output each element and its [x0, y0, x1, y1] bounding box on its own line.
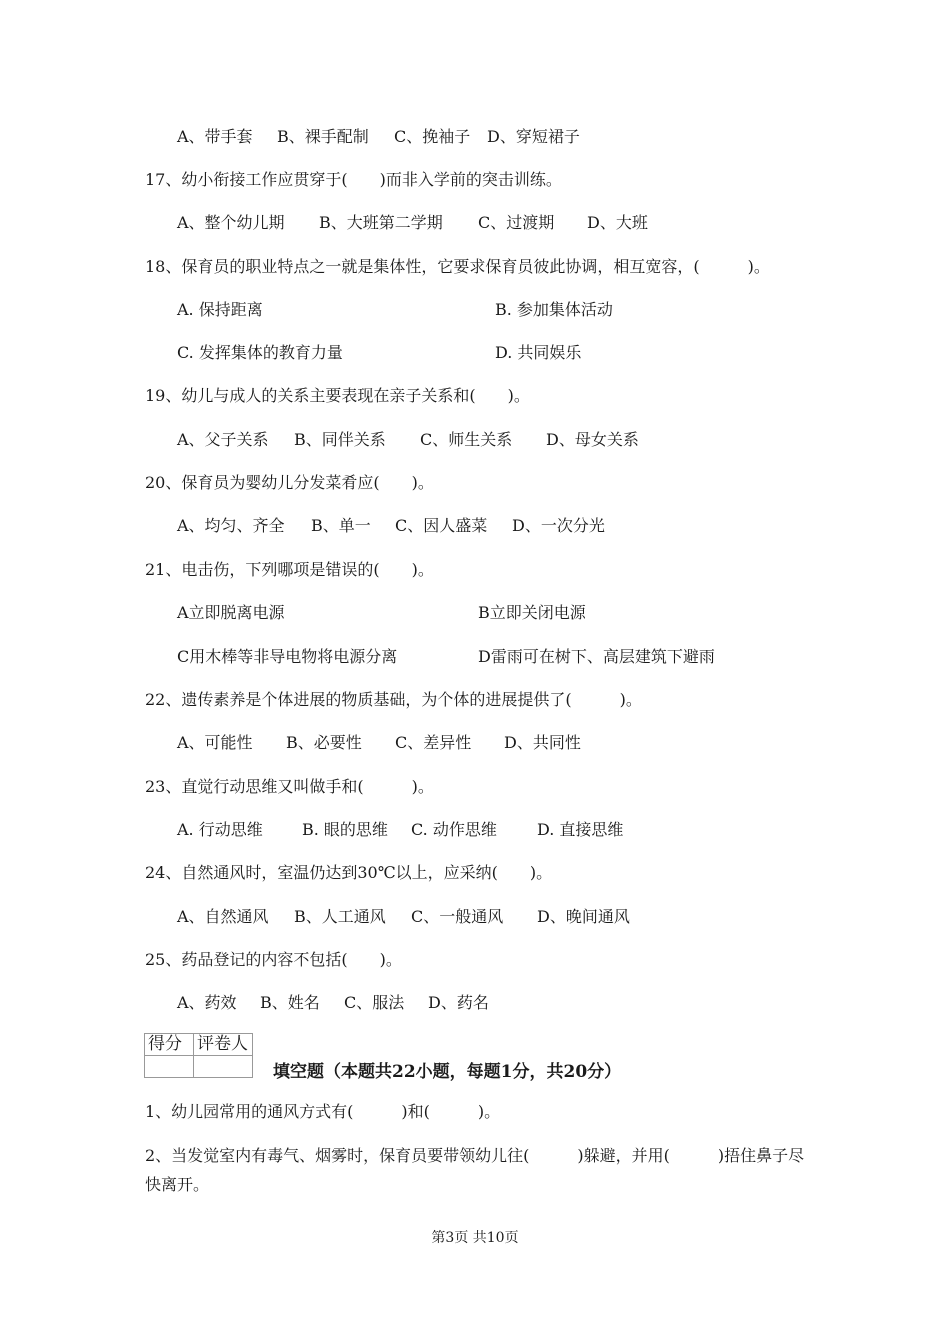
q22-stem: 22、遗传素养是个体进展的物质基础，为个体的进展提供了( )。	[145, 690, 642, 709]
q19-stem: 19、幼儿与成人的关系主要表现在亲子关系和( )。	[145, 386, 530, 405]
q24-stem: 24、自然通风时，室温仍达到30℃以上，应采纳( )。	[145, 863, 553, 882]
q19-option-c: C、师生关系	[420, 430, 513, 449]
q25-options	[0, 993, 950, 1013]
q16-options	[0, 127, 950, 147]
q25-stem: 25、药品登记的内容不包括( )。	[145, 950, 402, 969]
q22-option-b: B、必要性	[286, 733, 362, 752]
q24-option-d: D、晚间通风	[537, 907, 630, 926]
reviewer-cell[interactable]	[194, 1056, 253, 1078]
q21-option-a: A立即脱离电源	[177, 603, 285, 622]
fill1-stem: 1、幼儿园常用的通风方式有( )和( )。	[145, 1102, 501, 1121]
q21-option-d: D雷雨可在树下、高层建筑下避雨	[478, 647, 715, 666]
q16-option-c: C、挽袖子	[394, 127, 471, 146]
q18-options-row2	[0, 343, 950, 363]
q18-option-c: C. 发挥集体的教育力量	[177, 343, 343, 362]
q17-option-a: A、整个幼儿期	[177, 213, 285, 232]
q21-option-b: B立即关闭电源	[478, 603, 586, 622]
q23-option-c: C. 动作思维	[411, 820, 497, 839]
q17-option-b: B、大班第二学期	[319, 213, 443, 232]
section-title: 填空题（本题共22小题，每题1分，共20分）	[273, 1062, 622, 1082]
q19-option-a: A、父子关系	[177, 430, 269, 449]
q18-option-d: D. 共同娱乐	[495, 343, 582, 362]
q16-option-d: D、穿短裙子	[487, 127, 580, 146]
q23-option-d: D. 直接思维	[537, 820, 624, 839]
q24-option-a: A、自然通风	[177, 907, 269, 926]
q21-options-row2	[0, 647, 950, 667]
q22-option-d: D、共同性	[504, 733, 581, 752]
q25-option-a: A、药效	[177, 993, 237, 1012]
q23-stem: 23、直觉行动思维又叫做手和( )。	[145, 777, 434, 796]
q23-option-a: A. 行动思维	[177, 820, 263, 839]
q22-option-c: C、差异性	[395, 733, 472, 752]
q16-option-b: B、裸手配制	[277, 127, 369, 146]
score-cell[interactable]	[145, 1056, 194, 1078]
q20-options	[0, 516, 950, 536]
q20-option-a: A、均匀、齐全	[177, 516, 285, 535]
score-table	[144, 1033, 253, 1078]
q20-option-d: D、一次分光	[512, 516, 605, 535]
reviewer-label: 评卷人	[194, 1034, 253, 1056]
score-label: 得分	[145, 1034, 194, 1056]
q25-option-d: D、药名	[428, 993, 489, 1012]
q19-option-d: D、母女关系	[546, 430, 639, 449]
q18-options-row1	[0, 300, 950, 320]
q25-option-b: B、姓名	[260, 993, 320, 1012]
q17-options	[0, 213, 950, 233]
q21-option-c: C用木棒等非导电物将电源分离	[177, 647, 398, 666]
q24-option-b: B、人工通风	[294, 907, 386, 926]
q24-options	[0, 907, 950, 927]
q21-stem: 21、电击伤，下列哪项是错误的( )。	[145, 560, 434, 579]
fill2-stem-line2: 快离开。	[145, 1175, 210, 1194]
q20-stem: 20、保育员为婴幼儿分发菜肴应( )。	[145, 473, 434, 492]
q21-options-row1	[0, 603, 950, 623]
q18-option-b: B. 参加集体活动	[495, 300, 613, 319]
q20-option-c: C、因人盛菜	[395, 516, 488, 535]
q16-option-a: A、带手套	[177, 127, 253, 146]
q24-option-c: C、一般通风	[411, 907, 504, 926]
fill2-stem-line1: 2、当发觉室内有毒气、烟雾时，保育员要带领幼儿往( )躲避，并用( )捂住鼻子尽	[145, 1146, 805, 1165]
q19-option-b: B、同伴关系	[294, 430, 386, 449]
q23-option-b: B. 眼的思维	[302, 820, 388, 839]
page-footer: 第3页 共10页	[431, 1230, 519, 1246]
q18-stem: 18、保育员的职业特点之一就是集体性，它要求保育员彼此协调，相互宽容，( )。	[145, 257, 770, 276]
q17-option-c: C、过渡期	[478, 213, 555, 232]
q17-stem: 17、幼小衔接工作应贯穿于( )而非入学前的突击训练。	[145, 170, 562, 189]
q19-options	[0, 430, 950, 450]
q25-option-c: C、服法	[344, 993, 405, 1012]
q23-options	[0, 820, 950, 840]
q22-options	[0, 733, 950, 753]
q17-option-d: D、大班	[587, 213, 648, 232]
q20-option-b: B、单一	[311, 516, 371, 535]
q22-option-a: A、可能性	[177, 733, 253, 752]
q18-option-a: A. 保持距离	[177, 300, 263, 319]
